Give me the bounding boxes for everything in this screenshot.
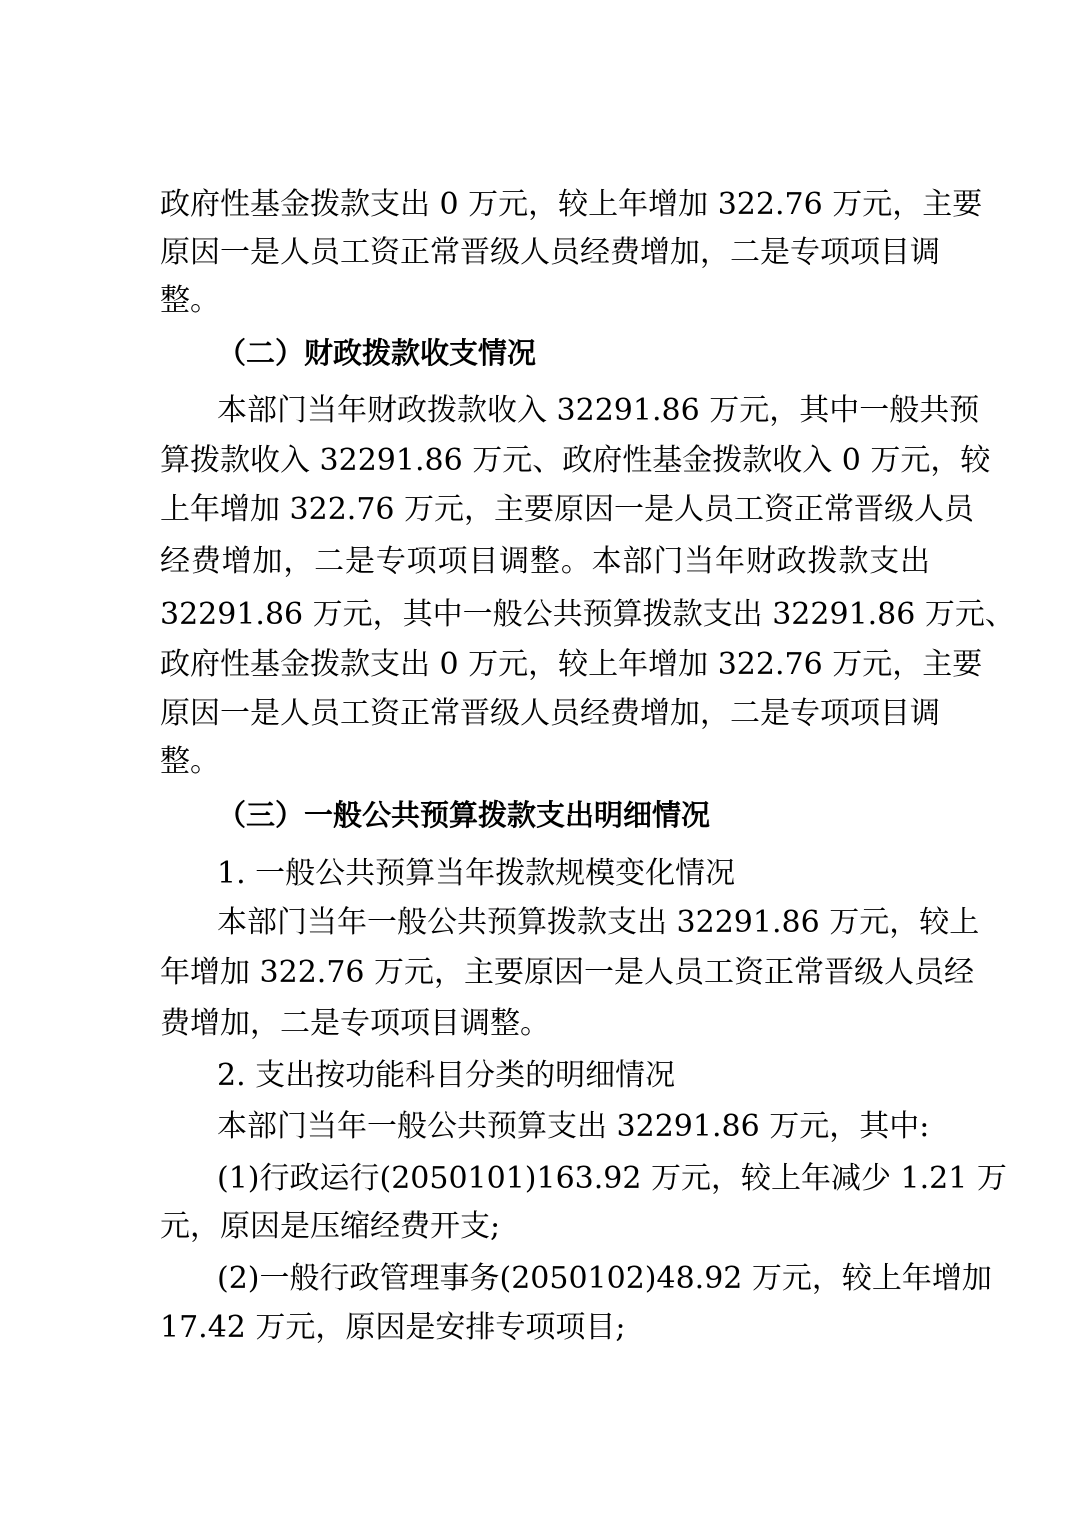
- para-fiscal-income-line-7: 原因一是人员工资正常晋级人员经费增加，二是专项项目调: [160, 696, 940, 731]
- section-heading-2: （二）财政拨款收支情况: [217, 336, 537, 370]
- item-2-line-2: 17.42 万元，原因是安排专项项目;: [160, 1310, 626, 1345]
- subheading-2: 2. 支出按功能科目分类的明细情况: [217, 1058, 676, 1093]
- para-general-budget-line-3: 费增加，二是专项项目调整。: [160, 1006, 550, 1041]
- para-fiscal-income-line-3: 上年增加 322.76 万元，主要原因一是人员工资正常晋级人员: [160, 492, 975, 527]
- line-continuation-3: 整。: [160, 283, 220, 318]
- para-fiscal-income-line-2: 算拨款收入 32291.86 万元、政府性基金拨款收入 0 万元，较: [160, 443, 991, 478]
- item-1-line-2: 元，原因是压缩经费开支;: [160, 1209, 501, 1244]
- para-general-budget-line-1: 本部门当年一般公共预算拨款支出 32291.86 万元，较上: [217, 905, 980, 940]
- para-fiscal-income-line-8: 整。: [160, 744, 220, 779]
- para-expenditure-intro: 本部门当年一般公共预算支出 32291.86 万元，其中:: [217, 1109, 930, 1144]
- item-2-line-1: (2)一般行政管理事务(2050102)48.92 万元，较上年增加: [217, 1261, 992, 1296]
- para-fiscal-income-line-5: 32291.86 万元，其中一般公共预算拨款支出 32291.86 万元、: [160, 597, 1015, 632]
- para-fiscal-income-line-6: 政府性基金拨款支出 0 万元，较上年增加 322.76 万元，主要: [160, 647, 983, 682]
- line-continuation-1: 政府性基金拨款支出 0 万元，较上年增加 322.76 万元，主要: [160, 187, 983, 222]
- para-fiscal-income-line-1: 本部门当年财政拨款收入 32291.86 万元，其中一般共预: [217, 393, 980, 428]
- para-general-budget-line-2: 年增加 322.76 万元，主要原因一是人员工资正常晋级人员经: [160, 955, 975, 990]
- section-heading-3: （三）一般公共预算拨款支出明细情况: [217, 798, 711, 832]
- para-fiscal-income-line-4: 经费增加，二是专项项目调整。本部门当年财政拨款支出: [160, 544, 930, 579]
- item-1-line-1: (1)行政运行(2050101)163.92 万元，较上年减少 1.21 万: [217, 1161, 1007, 1196]
- subheading-1: 1. 一般公共预算当年拨款规模变化情况: [217, 856, 736, 891]
- line-continuation-2: 原因一是人员工资正常晋级人员经费增加，二是专项项目调: [160, 235, 940, 270]
